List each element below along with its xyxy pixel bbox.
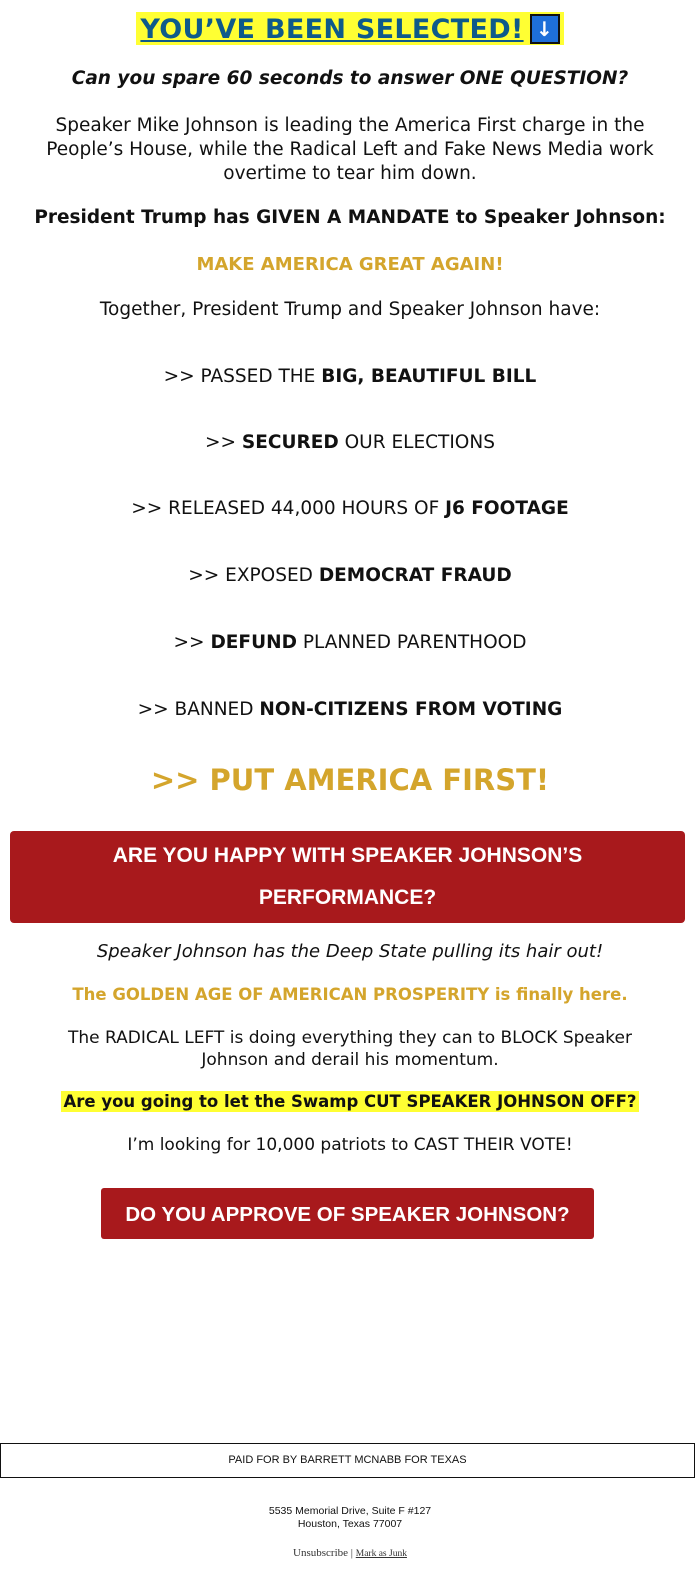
accomplishment-prefix: >> EXPOSED (188, 565, 319, 586)
accomplishment-prefix: >> PASSED THE (163, 366, 322, 387)
accomplishment-prefix: >> RELEASED 44,000 HOURS OF (131, 498, 446, 519)
accomplishment-bold: NON-CITIZENS FROM VOTING (259, 699, 563, 720)
headline (0, 12, 700, 45)
mark-as-junk-link[interactable]: Mark as Junk (355, 1549, 407, 1559)
banner-line-1: ARE YOU HAPPY WITH SPEAKER JOHNSON’S (112, 844, 583, 867)
footer-separator: | (350, 1547, 353, 1559)
question-heading: Can you spare 60 seconds to answer ONE QUESTION? (71, 68, 629, 89)
down-arrow-icon: ↓ (530, 14, 560, 44)
accomplishment-item (0, 699, 700, 720)
happy-with-johnson-banner[interactable] (10, 831, 685, 923)
radical-left-paragraph: The RADICAL LEFT is doing everything they can to BLOCK Speaker Johnson and derail his momentum. (67, 1028, 632, 1070)
accomplishment-bold: DEFUND (210, 632, 297, 653)
intro-paragraph: Speaker Mike Johnson is leading the America First charge in the People’s House, while the Radical Left and Fake News Media work overtime to tear him down. (46, 115, 654, 184)
deep-state-text: Speaker Johnson has the Deep State pulling its hair out! (96, 941, 604, 962)
accomplishment-item (0, 366, 700, 387)
put-america-first-heading: >> PUT AMERICA FIRST! (150, 763, 550, 797)
mandate-heading: President Trump has GIVEN A MANDATE to Speaker Johnson: (34, 207, 666, 228)
accomplishment-item (0, 632, 700, 653)
patriots-text: I’m looking for 10,000 patriots to CAST THEIR VOTE! (127, 1135, 573, 1155)
banner-line-2: PERFORMANCE? (258, 886, 437, 909)
accomplishment-item (0, 498, 700, 519)
accomplishment-prefix: >> (173, 632, 211, 653)
accomplishment-item (0, 565, 700, 586)
maga-slogan: MAKE AMERICA GREAT AGAIN! (196, 254, 504, 275)
accomplishment-prefix: >> BANNED (137, 699, 260, 720)
accomplishment-prefix: >> (205, 432, 242, 453)
swamp-question (0, 1092, 700, 1111)
paid-for-disclaimer: PAID FOR BY BARRETT MCNABB FOR TEXAS (0, 1443, 695, 1478)
together-text: Together, President Trump and Speaker Johnson have: (99, 299, 601, 320)
accomplishment-bold: DEMOCRAT FRAUD (318, 565, 512, 586)
headline-text: YOU’VE BEEN SELECTED! (140, 14, 524, 45)
approve-johnson-button[interactable]: DO YOU APPROVE OF SPEAKER JOHNSON? (101, 1188, 594, 1239)
accomplishment-bold: J6 FOOTAGE (445, 498, 569, 519)
golden-age-text: The GOLDEN AGE OF AMERICAN PROSPERITY is finally here. (72, 985, 628, 1004)
unsubscribe-link[interactable]: Unsubscribe (293, 1547, 349, 1559)
footer-links (0, 1547, 700, 1559)
accomplishment-bold: SECURED (241, 432, 339, 453)
headline-highlight (136, 12, 563, 45)
accomplishment-bold: BIG, BEAUTIFUL BILL (321, 366, 537, 387)
address-line-1: 5535 Memorial Drive, Suite F #127 (268, 1505, 432, 1517)
accomplishment-item (0, 432, 700, 453)
accomplishment-suffix: OUR ELECTIONS (338, 432, 495, 453)
accomplishment-suffix: PLANNED PARENTHOOD (296, 632, 527, 653)
mailing-address (0, 1505, 700, 1531)
swamp-question-highlight: Are you going to let the Swamp CUT SPEAKER JOHNSON OFF? (61, 1091, 640, 1112)
address-line-2: Houston, Texas 77007 (297, 1518, 403, 1530)
